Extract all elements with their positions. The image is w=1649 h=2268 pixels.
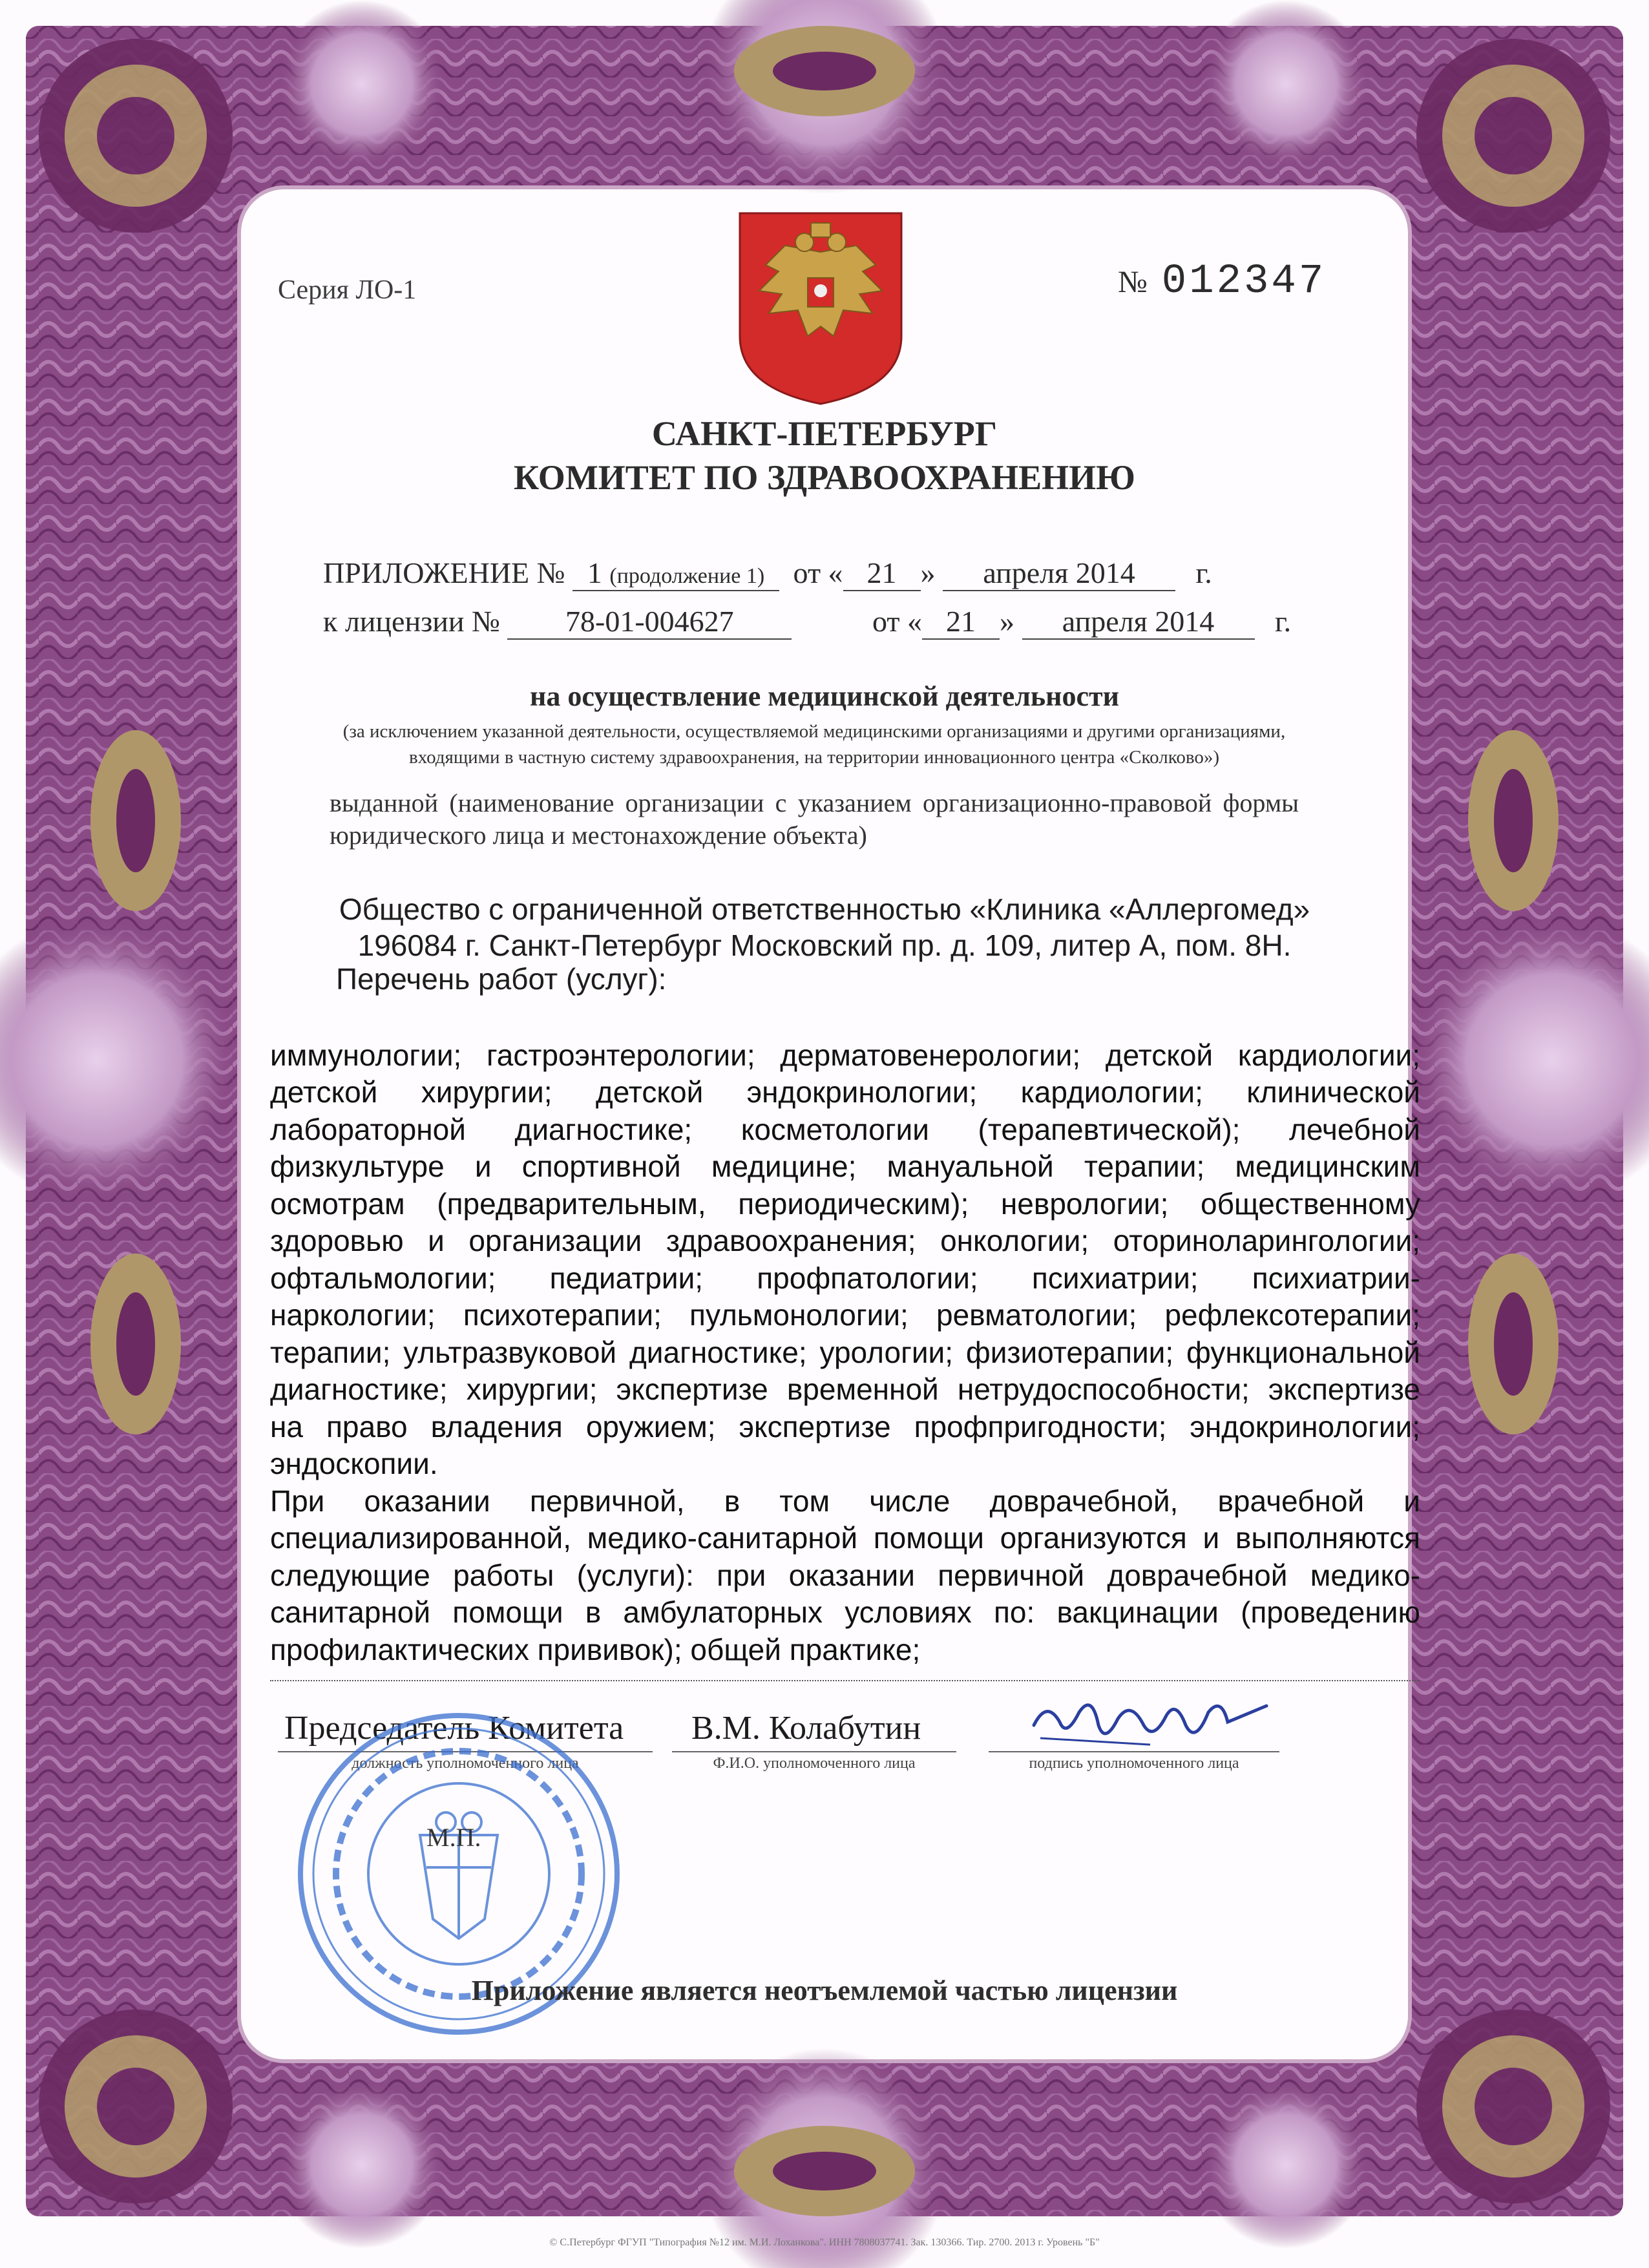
- license-day: 21: [922, 604, 1000, 640]
- appendix-from-label: от «: [793, 556, 843, 589]
- signatory-position: Председатель Комитета: [284, 1710, 624, 1747]
- name-underline: [672, 1751, 956, 1752]
- appendix-row: [323, 556, 1212, 591]
- signatory-name: В.М. Колабутин: [691, 1710, 921, 1747]
- license-date-row: [872, 604, 1291, 640]
- license-label: к лицензии №: [323, 605, 500, 638]
- license-day-close: »: [1000, 605, 1014, 638]
- title-city: САНКТ-ПЕТЕРБУРГ: [651, 414, 998, 453]
- services-line: офтальмологии; педиатрии; профпатологии; психиатрии; психиатрии-: [270, 1261, 1420, 1295]
- appendix-day: 21: [843, 556, 921, 591]
- handwritten-signature: [1021, 1686, 1279, 1764]
- form-number-value: 012347: [1161, 258, 1327, 305]
- seal-place-mark: М.П.: [426, 1823, 481, 1852]
- services-list-label: Перечень работ (услуг):: [336, 962, 667, 996]
- services-line: физкультуре и спортивной медицине; мануальной терапии; медицинским: [270, 1150, 1420, 1183]
- services-line: лабораторной диагностике; косметологии (терапевтической); лечебной: [270, 1113, 1420, 1146]
- activity-subject: на осуществление медицинской деятельности: [529, 680, 1120, 712]
- services-line: осмотрам (предварительным, периодическим); неврологии; общественному: [270, 1187, 1420, 1221]
- primary-care-line-end: профилактических прививок); общей практике;: [270, 1633, 921, 1666]
- services-line: здоровью и организации здравоохранения; онкологии; оториноларингологии;: [270, 1224, 1420, 1257]
- appendix-number: 1: [587, 556, 602, 589]
- primary-care-line: При оказании первичной, в том числе доврачебной, врачебной и: [270, 1484, 1420, 1518]
- services-line: иммунологии; гастроэнтерологии; дерматовенерологии; детской кардиологии;: [270, 1038, 1420, 1072]
- primary-care-line: санитарной помощи в амбулаторных условиях по: вакцинации (проведению: [270, 1595, 1420, 1629]
- appendix-label: ПРИЛОЖЕНИЕ №: [323, 556, 565, 589]
- appendix-day-close: »: [920, 556, 936, 589]
- name-caption: Ф.И.О. уполномоченного лица: [713, 1755, 916, 1772]
- appendix-number-field: [572, 556, 779, 591]
- appendix-year-suffix: г.: [1195, 556, 1212, 589]
- title-committee: КОМИТЕТ ПО ЗДРАВООХРАНЕНИЮ: [514, 458, 1135, 497]
- issued-to-caption: выданной (наименование организации с указанием организационно-правовой формы юридического лица и местонахождение объекта): [330, 788, 1299, 850]
- integral-part-note: Приложение является неотъемлемой частью лицензии: [471, 1975, 1178, 2006]
- printer-imprint: © С.Петербург ФГУП "Типография №12 им. М.И. Лоханкова". ИНН 7808037741. Зак. 130366. Тир. 2700. 2013 г. Уровень "Б": [549, 2237, 1100, 2248]
- services-line: наркологии; психотерапии; пульмонологии; ревматологии; рефлексотерапии;: [270, 1298, 1420, 1332]
- license-month-year: апреля 2014: [1022, 604, 1255, 640]
- organization-name: Общество с ограниченной ответственностью «Клиника «Аллергомед»: [339, 892, 1310, 926]
- license-number: 78-01-004627: [507, 604, 792, 640]
- position-caption: должность уполномоченного лица: [352, 1755, 579, 1772]
- sign-caption: подпись уполномоченного лица: [1029, 1755, 1239, 1772]
- appendix-month-year: апреля 2014: [943, 556, 1175, 591]
- series-label: Серия ЛО-1: [278, 275, 417, 305]
- appendix-continuation: (продолжение 1): [609, 564, 765, 588]
- number-sign: №: [1118, 265, 1150, 299]
- services-line-end: эндоскопии.: [270, 1447, 438, 1480]
- text-end-divider: [270, 1680, 1420, 1681]
- license-row: [323, 604, 792, 640]
- license-form-number: [1118, 258, 1326, 305]
- license-from-label: от «: [872, 605, 922, 638]
- primary-care-line: специализированной, медико-санитарной помощи организуются и выполняются: [270, 1521, 1420, 1555]
- services-line: детской хирургии; детской эндокринологии; кардиологии; клинической: [270, 1075, 1420, 1109]
- activity-exclusion-note: (за исключением указанной деятельности, осуществляемой медицинскими организациями и другими организациями, входящими в частную систему здравоохранения, на территории инновационного центра «Сколково»): [342, 721, 1286, 768]
- primary-care-line: следующие работы (услуги): при оказании первичной доврачебной медико-: [270, 1559, 1420, 1592]
- services-line: на право владения оружием; экспертизе профпригодности; эндокринологии;: [270, 1410, 1420, 1444]
- coat-of-arms-emblem: [733, 207, 908, 407]
- services-line: диагностике; хирургии; экспертизе временной нетрудоспособности; экспертизе: [270, 1372, 1420, 1406]
- services-line: терапии; ультразвуковой диагностике; урологии; физиотерапии; функциональной: [270, 1336, 1420, 1369]
- organization-address: 196084 г. Санкт-Петербург Московский пр. д. 109, литер А, пом. 8Н.: [357, 929, 1292, 962]
- sign-underline: [989, 1751, 1279, 1752]
- license-year-suffix: г.: [1275, 605, 1292, 638]
